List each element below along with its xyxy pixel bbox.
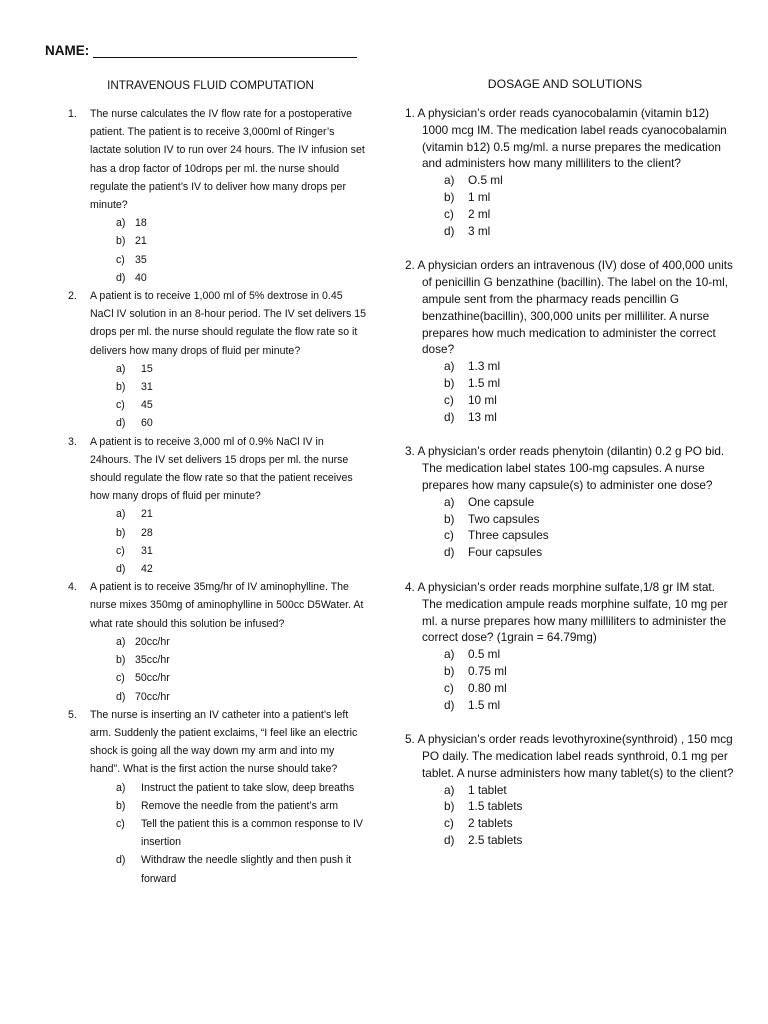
option[interactable]: c) 2 tablets xyxy=(444,816,513,831)
question-number: 2. xyxy=(68,290,77,303)
question-number: 4. xyxy=(405,579,415,594)
question-text: A physician orders an intravenous (IV) dose of 400,000 units of penicillin G benzathine (bacillin). The label on the 10-ml, ampule sent from the pharmacy reads pencillin G benzathine(bacillin), 300,000 units per milliliter. A nurse prepares how much medication to administer the correct dose? xyxy=(417,258,733,357)
option-list xyxy=(90,505,367,578)
option[interactable]: b) 0.75 ml xyxy=(444,663,507,678)
name-field-row xyxy=(45,43,357,58)
option[interactable]: b) 21 xyxy=(116,235,147,248)
option-list xyxy=(90,779,367,888)
dosage-section-title: DOSAGE AND SOLUTIONS xyxy=(487,77,643,91)
option[interactable]: d) 2.5 tablets xyxy=(444,833,523,848)
question-text: A patient is to receive 1,000 ml of 5% dextrose in 0.45 NaCl IV solution in an 8-hour period. The IV set delivers 15 drops per ml. the nurse should regulate the flow rate so it delivers how many drops of fluid per minute? xyxy=(90,290,366,357)
question-text: A physician’s order reads phenytoin (dilantin) 0.2 g PO bid. The medication label states 100-mg capsules. A nurse prepares how many capsule(s) to administer one dose? xyxy=(417,444,725,492)
option[interactable]: b) 1 ml xyxy=(444,189,491,204)
option[interactable]: a) O.5 ml xyxy=(444,173,503,188)
option[interactable]: d) 1.5 ml xyxy=(444,697,501,712)
option[interactable]: a) 18 xyxy=(116,217,147,230)
option[interactable]: c) 35 xyxy=(116,253,147,266)
question-text: A physician’s order reads cyanocobalamin (vitamin b12) 1000 mcg IM. The medication label reads cyanocobalamin (vitamin b12) 0.5 mg/ml. a nurse prepares the medication and administers how many milliliters to the client? xyxy=(417,106,727,171)
option-list xyxy=(90,360,367,433)
option[interactable]: d) Withdraw the needle slightly and then push it forward xyxy=(116,854,352,885)
left-question-1 xyxy=(62,105,367,287)
option[interactable]: a) 21 xyxy=(116,508,153,521)
question-number: 1. xyxy=(68,108,77,120)
option[interactable]: a) 1 tablet xyxy=(444,782,507,797)
right-question-1 xyxy=(403,105,735,239)
option[interactable]: b) 1.5 tablets xyxy=(444,799,523,814)
option[interactable]: c) 2 ml xyxy=(444,206,491,221)
option[interactable]: a) 20cc/hr xyxy=(116,635,170,648)
iv-section-title: INTRAVENOUS FLUID COMPUTATION xyxy=(107,79,314,92)
right-question-4 xyxy=(403,579,735,713)
option-list xyxy=(422,494,735,561)
option[interactable]: d) 40 xyxy=(116,271,147,284)
left-question-4 xyxy=(62,578,367,705)
option[interactable]: c) Tell the patient this is a common response to IV insertion xyxy=(116,817,363,849)
name-label: NAME: xyxy=(45,43,90,58)
option[interactable]: a) 15 xyxy=(116,362,153,375)
option[interactable]: b) Two capsules xyxy=(444,511,540,526)
option-list xyxy=(422,646,735,713)
left-question-5 xyxy=(62,706,367,888)
iv-fluid-section xyxy=(62,76,367,888)
option[interactable]: b) 31 xyxy=(116,381,153,394)
question-number: 3. xyxy=(405,444,415,459)
question-number: 2. xyxy=(405,258,415,273)
left-question-2 xyxy=(62,287,367,433)
question-text: A physician’s order reads levothyroxine(synthroid) , 150 mcg PO daily. The medication label reads synthroid, 0.1 mg per tablet. A nurse administers how many tablet(s) to the client? xyxy=(417,732,734,780)
question-text: A patient is to receive 3,000 ml of 0.9% NaCl IV in 24hours. The IV set delivers 15 drops per ml. the nurse should regulate the flow rate so that the patient receives how many drops of fluid per minute? xyxy=(90,435,353,503)
question-number: 3. xyxy=(68,435,77,448)
question-number: 5. xyxy=(405,732,415,747)
question-text: A patient is to receive 35mg/hr of IV aminophylline. The nurse mixes 350mg of aminophylline in 500cc D5Water. At what rate should this solution be infused? xyxy=(90,581,364,630)
option-list xyxy=(422,358,735,425)
question-number: 4. xyxy=(68,581,77,594)
option[interactable]: a) Instruct the patient to take slow, deep breaths xyxy=(116,781,355,794)
option[interactable]: c) 50cc/hr xyxy=(116,672,170,685)
option[interactable]: c) 10 ml xyxy=(444,392,497,407)
right-question-3 xyxy=(403,443,735,561)
option[interactable]: b) 28 xyxy=(116,526,153,539)
option[interactable]: c) Three capsules xyxy=(444,528,549,543)
right-question-2 xyxy=(403,257,735,425)
option[interactable]: b) Remove the needle from the patient’s arm xyxy=(116,799,339,812)
question-number: 1. xyxy=(405,106,415,120)
option[interactable]: c) 31 xyxy=(116,544,153,557)
option[interactable]: d) 13 ml xyxy=(444,409,497,424)
question-text: The nurse is inserting an IV catheter into a patient’s left arm. Suddenly the patient exclaims, “I feel like an electric shock is going all the way down my arm and into my hand”. What is the first action the nurse should take? xyxy=(90,708,358,776)
option[interactable]: d) 42 xyxy=(116,563,153,576)
option[interactable]: a) One capsule xyxy=(444,494,535,509)
option[interactable]: b) 1.5 ml xyxy=(444,375,501,390)
option[interactable]: d) 70cc/hr xyxy=(116,690,170,703)
option[interactable]: a) 1.3 ml xyxy=(444,359,501,374)
option-list xyxy=(422,172,735,239)
question-text: The nurse calculates the IV flow rate for a postoperative patient. The patient is to receive 3,000ml of Ringer’s lactate solution IV to run over 24 hours. The IV infusion set has a drop factor of 10drops per ml. the nurse should regulate the patient’s IV to deliver how many drops per minute? xyxy=(90,108,365,212)
option[interactable]: c) 0.80 ml xyxy=(444,680,507,695)
option-list xyxy=(90,214,367,287)
question-number: 5. xyxy=(68,708,77,721)
right-question-5 xyxy=(403,731,735,849)
option-list xyxy=(422,782,735,849)
option[interactable]: a) 0.5 ml xyxy=(444,647,501,662)
option[interactable]: d) 3 ml xyxy=(444,223,491,238)
option[interactable]: d) 60 xyxy=(116,417,153,430)
option[interactable]: d) Four capsules xyxy=(444,545,543,560)
option[interactable]: c) 45 xyxy=(116,399,153,412)
left-question-3 xyxy=(62,433,367,579)
option[interactable]: b) 35cc/hr xyxy=(116,654,170,667)
name-blank-line[interactable] xyxy=(93,43,357,58)
dosage-section xyxy=(405,74,735,849)
option-list xyxy=(90,633,367,706)
question-text: A physician’s order reads morphine sulfate,1/8 gr IM stat. The medication ampule reads morphine sulfate, 10 mg per ml. a nurse prepares how many milliliters to administer the correct dose? (1grain = 64.79mg) xyxy=(417,579,728,645)
